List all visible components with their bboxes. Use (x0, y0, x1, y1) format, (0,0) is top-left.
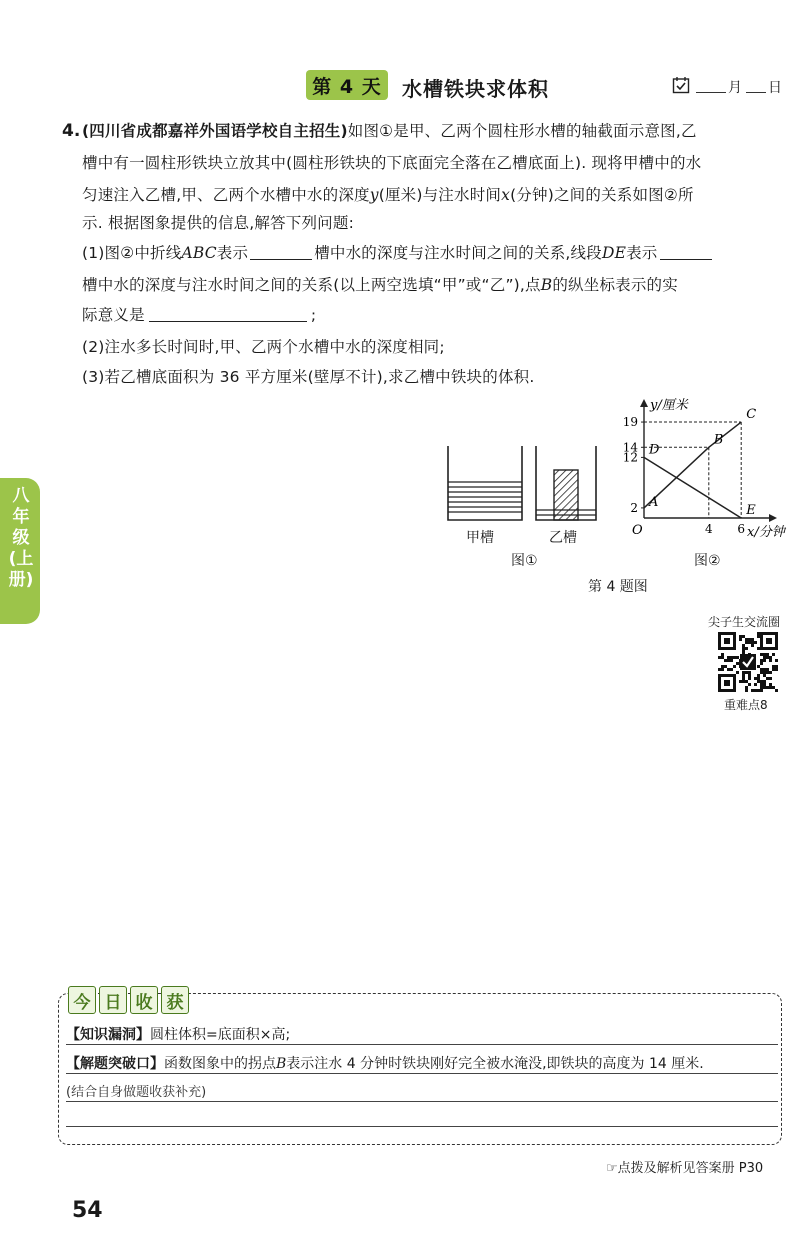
qr-module (730, 659, 733, 662)
x-tick-label: 6 (737, 522, 746, 536)
qr-module (748, 683, 751, 686)
qr-module (769, 656, 772, 659)
qr-module (751, 689, 754, 692)
qr-module (760, 671, 763, 674)
qr-module (760, 680, 763, 683)
text: (1)图②中折线 (82, 244, 182, 262)
harvest-row-breakthrough (66, 1053, 704, 1073)
point-label-a: A (649, 494, 659, 510)
answer-blank-3[interactable] (149, 305, 307, 322)
qr-module (763, 659, 766, 662)
harvest-rule[interactable] (66, 1101, 778, 1102)
y-axis-label: y/厘米 (650, 398, 688, 413)
qr-module (721, 656, 724, 659)
day-label: 日 (768, 80, 782, 96)
figure-2-caption: 图② (694, 553, 721, 569)
qr-module (760, 659, 763, 662)
text: 的纵坐标表示的实 (552, 276, 678, 294)
answer-blank-2[interactable] (660, 243, 712, 260)
var-y: y (369, 186, 379, 204)
harvest-row-knowledge (66, 1024, 290, 1044)
qr-module (745, 686, 748, 689)
qr-module (766, 686, 769, 689)
qr-module (769, 683, 772, 686)
qr-module (775, 659, 778, 662)
y-tick-label: 12 (622, 450, 638, 465)
qr-module (775, 668, 778, 671)
qr-module (775, 665, 778, 668)
qr-module (745, 641, 748, 644)
qr-module (745, 671, 748, 674)
text: 匀速注入乙槽,甲、乙两个水槽中水的深度 (82, 186, 370, 204)
breakthrough-tag: 【解题突破口】 (66, 1056, 164, 1072)
qr-module (760, 689, 763, 692)
qr-module (763, 656, 766, 659)
text: (分钟)之间的关系如图②所 (510, 186, 694, 204)
text: 际意义是 (82, 306, 145, 324)
qr-module (736, 671, 739, 674)
qr-module (757, 647, 760, 650)
question-1-line-1 (82, 243, 712, 263)
qr-module (724, 665, 727, 668)
qr-title: 尖子生交流圈 (708, 615, 781, 629)
qr-module (736, 656, 739, 659)
var-b: B (276, 1056, 287, 1072)
qr-module (733, 665, 736, 668)
qr-center (740, 654, 756, 670)
qr-module (766, 656, 769, 659)
qr-module (733, 656, 736, 659)
qr-module (742, 674, 745, 677)
point-label-e: E (746, 503, 756, 518)
problem-line-4: 示. 根据图象提供的信息,解答下列问题: (82, 214, 355, 232)
text: ; (310, 306, 317, 324)
qr-module (772, 653, 775, 656)
qr-module (757, 632, 760, 635)
var-b: B (540, 276, 553, 294)
var-de: DE (601, 244, 627, 262)
qr-module (757, 665, 760, 668)
qr-module (757, 674, 760, 677)
label-jia-tank: 甲槽 (466, 530, 494, 546)
qr-module (757, 680, 760, 683)
harvest-char: 今 (68, 986, 96, 1014)
water-lines-jia (448, 482, 522, 512)
harvest-rule (66, 1044, 778, 1045)
x-tick-label: 4 (704, 522, 713, 536)
qr-module (772, 668, 775, 671)
month-label: 月 (728, 80, 742, 96)
qr-module (727, 656, 730, 659)
tank-jia (448, 446, 522, 520)
qr-module (730, 656, 733, 659)
question-3: (3)若乙槽底面积为 36 平方厘米(壁厚不计),求乙槽中铁块的体积. (82, 368, 535, 386)
qr-module (748, 674, 751, 677)
breakthrough-text: 函数图象中的拐点 (164, 1056, 276, 1072)
var-x: x (501, 186, 511, 204)
qr-module (721, 665, 724, 668)
qr-module (772, 665, 775, 668)
qr-module (751, 638, 754, 641)
question-1-line-2 (82, 275, 678, 295)
question-number: 4. (62, 121, 81, 141)
label-yi-tank: 乙槽 (549, 530, 577, 546)
problem-source: (四川省成都嘉祥外国语学校自主招生) (82, 122, 348, 140)
harvest-char: 日 (99, 986, 127, 1014)
answer-blank-1[interactable] (250, 243, 312, 260)
qr-module (766, 671, 769, 674)
y-tick-label: 2 (630, 500, 638, 515)
qr-module (739, 635, 742, 638)
page-number: 54 (72, 1198, 103, 1223)
qr-module (766, 653, 769, 656)
problem-line-1 (82, 121, 697, 141)
y-tick-label: 14 (622, 440, 638, 455)
qr-module (751, 644, 754, 647)
qr-module (754, 689, 757, 692)
qr-module (745, 680, 748, 683)
qr-module (742, 644, 745, 647)
qr-finder-core (766, 638, 772, 644)
qr-module (742, 650, 745, 653)
harvest-rule[interactable] (66, 1126, 778, 1127)
page-title: 水槽铁块求体积 (402, 77, 549, 101)
qr-module (754, 641, 757, 644)
harvest-row-supplement: (结合自身做题收获补充) (66, 1085, 207, 1100)
problem-line-2: 槽中有一圆柱形铁块立放其中(圆柱形铁块的下底面完全落在乙槽底面上). 现将甲槽中的水 (82, 154, 702, 172)
day-badge: 第 4 天 (306, 70, 388, 100)
point-label-d: D (649, 442, 660, 458)
qr-module (751, 641, 754, 644)
grade-side-text: 八年级(上册) (8, 486, 34, 590)
qr-module (775, 689, 778, 692)
qr-module (763, 671, 766, 674)
x-axis-arrow (769, 514, 777, 522)
qr-module (745, 647, 748, 650)
qr-module (748, 638, 751, 641)
qr-module (763, 653, 766, 656)
knowledge-text: 圆柱体积=底面积×高; (150, 1027, 291, 1043)
breakthrough-text: 表示注水 4 分钟时铁块刚好完全被水淹没,即铁块的高度为 14 厘米. (286, 1056, 704, 1072)
y-axis-arrow (640, 399, 648, 407)
y-tick-label: 19 (622, 415, 638, 430)
text: 表示 (216, 244, 249, 262)
qr-module (748, 641, 751, 644)
qr-module (742, 677, 745, 680)
text: (厘米)与注水时间 (378, 186, 502, 204)
question-1-line-3 (82, 305, 316, 325)
qr-module (718, 656, 721, 659)
qr-module (763, 680, 766, 683)
var-abc: ABC (181, 244, 217, 262)
qr-module (721, 653, 724, 656)
origin-label: O (632, 523, 643, 538)
qr-module (763, 668, 766, 671)
qr-finder-core (724, 638, 730, 644)
qr-subtitle: 重难点8 (724, 698, 768, 712)
qr-module (724, 659, 727, 662)
qr-module (721, 668, 724, 671)
problem-line-3 (82, 185, 694, 205)
qr-module (769, 659, 772, 662)
answer-reference: ☞点拨及解析见答案册 P30 (606, 1161, 764, 1176)
qr-module (760, 668, 763, 671)
qr-module (742, 647, 745, 650)
qr-module (727, 659, 730, 662)
qr-module (739, 680, 742, 683)
text: 槽中水的深度与注水时间之间的关系,线段 (314, 244, 602, 262)
qr-module (730, 668, 733, 671)
calendar-icon (672, 76, 690, 94)
figure-caption: 第 4 题图 (588, 579, 648, 595)
qr-module (757, 677, 760, 680)
qr-module (727, 668, 730, 671)
text: 槽中水的深度与注水时间之间的关系(以上两空选填“甲”或“乙”),点 (82, 276, 541, 294)
point-label-b: B (713, 432, 724, 448)
qr-module (739, 638, 742, 641)
question-2: (2)注水多长时间时,甲、乙两个水槽中水的深度相同; (82, 338, 445, 356)
qr-module (757, 689, 760, 692)
qr-module (736, 662, 739, 665)
qr-module (763, 674, 766, 677)
series-de (644, 457, 741, 518)
qr-module (742, 635, 745, 638)
qr-module (718, 668, 721, 671)
figure-2-chart (612, 396, 792, 546)
series-abc (644, 422, 741, 508)
qr-module (763, 686, 766, 689)
harvest-tab (68, 986, 189, 1014)
tank-yi (536, 446, 596, 520)
problem-text: 如图①是甲、乙两个圆柱形水槽的轴截面示意图,乙 (347, 122, 697, 140)
harvest-char: 获 (161, 986, 189, 1014)
qr-module (742, 680, 745, 683)
qr-module (742, 671, 745, 674)
harvest-rule (66, 1073, 778, 1074)
qr-module (760, 662, 763, 665)
knowledge-tag: 【知识漏洞】 (66, 1027, 150, 1043)
text: 表示 (626, 244, 658, 262)
qr-module (763, 683, 766, 686)
month-blank[interactable] (696, 92, 726, 93)
qr-module (769, 686, 772, 689)
qr-code[interactable] (718, 632, 778, 692)
x-axis-label: x/分钟 (747, 525, 785, 540)
qr-module (766, 677, 769, 680)
day-blank[interactable] (746, 92, 766, 93)
qr-module (772, 686, 775, 689)
iron-block (554, 470, 578, 520)
qr-module (745, 689, 748, 692)
qr-module (754, 683, 757, 686)
qr-module (748, 677, 751, 680)
qr-module (754, 677, 757, 680)
qr-module (769, 671, 772, 674)
qr-module (760, 683, 763, 686)
qr-module (760, 686, 763, 689)
figure-1-caption: 图① (511, 553, 538, 569)
harvest-char: 收 (130, 986, 158, 1014)
qr-module (766, 668, 769, 671)
qr-module (745, 638, 748, 641)
qr-module (769, 677, 772, 680)
qr-module (757, 635, 760, 638)
qr-finder-core (724, 680, 730, 686)
point-label-c: C (746, 407, 757, 423)
qr-module (748, 671, 751, 674)
qr-module (760, 653, 763, 656)
